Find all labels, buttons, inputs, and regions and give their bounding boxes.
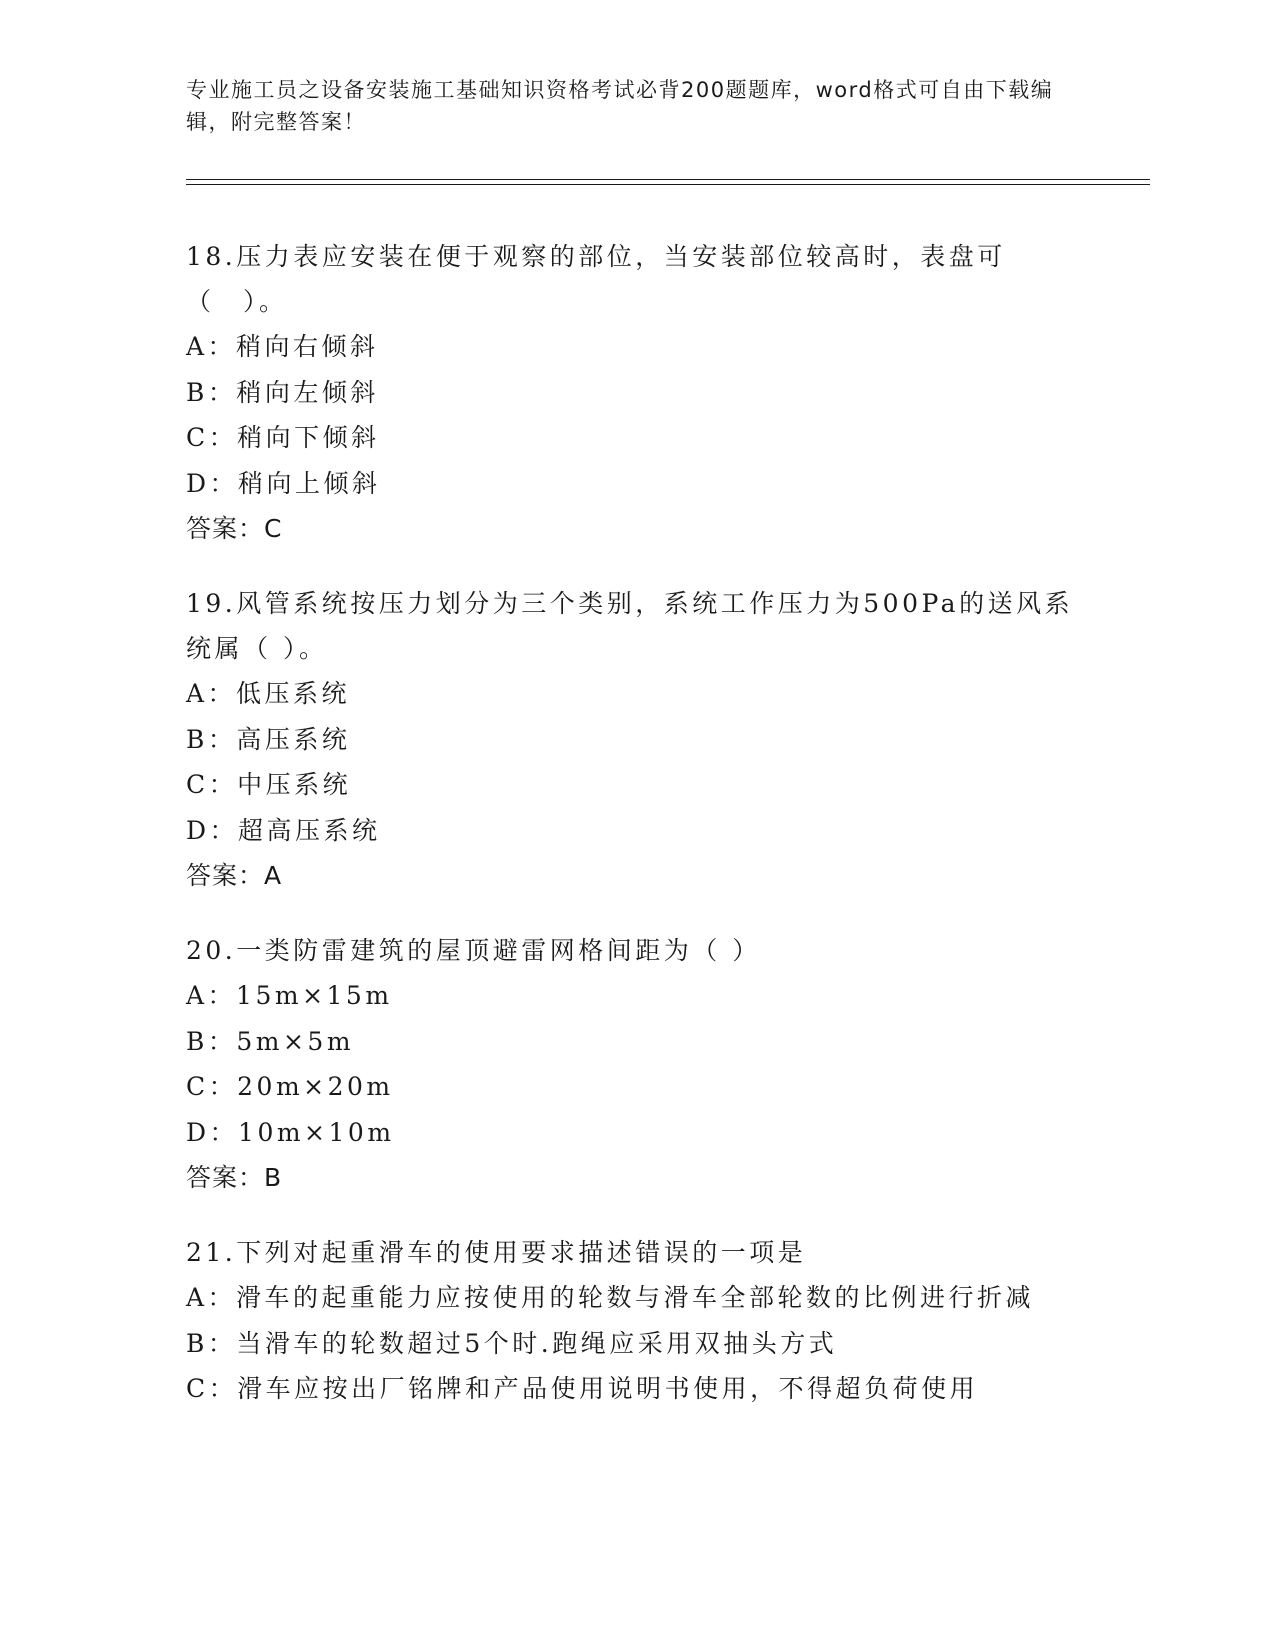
question-19 (186, 581, 1086, 899)
question-list (186, 234, 1086, 1441)
option-a: A：15m×15m (186, 981, 393, 1010)
header-divider-line (186, 179, 1150, 180)
option-d: D：10m×10m (186, 1117, 395, 1147)
option-b: B：稍向左倾斜 (186, 377, 379, 407)
question-text: 19.风管系统按压力划分为三个类别，系统工作压力为500Pa的送风系统属（ ）。 (186, 589, 1074, 663)
question-21 (186, 1230, 1086, 1412)
answer-line: 答案：C (186, 514, 283, 543)
option-a: A：稍向右倾斜 (186, 332, 379, 361)
option-d: D：稍向上倾斜 (186, 468, 381, 498)
answer-line: 答案：B (186, 1163, 283, 1192)
question-text: 18.压力表应安装在便于观察的部位，当安装部位较高时，表盘可（ ）。 (186, 242, 1006, 316)
option-a: A：低压系统 (186, 679, 351, 708)
question-18 (186, 234, 1086, 552)
option-c: C：稍向下倾斜 (186, 423, 380, 452)
option-a: A：滑车的起重能力应按使用的轮数与滑车全部轮数的比例进行折减 (186, 1283, 1035, 1312)
question-20 (186, 928, 1086, 1201)
question-text: 20.一类防雷建筑的屋顶避雷网格间距为（ ） (186, 936, 761, 965)
answer-line: 答案：A (186, 861, 283, 890)
option-c: C：滑车应按出厂铭牌和产品使用说明书使用，不得超负荷使用 (186, 1374, 979, 1403)
option-c: C：中压系统 (186, 770, 352, 799)
option-c: C：20m×20m (186, 1072, 394, 1101)
option-b: B：当滑车的轮数超过5个时.跑绳应采用双抽头方式 (186, 1328, 838, 1358)
option-b: B：5m×5m (186, 1026, 355, 1056)
header-divider-line (186, 184, 1150, 185)
option-b: B：高压系统 (186, 724, 351, 754)
document-header: 专业施工员之设备安装施工基础知识资格考试必背200题题库，word格式可自由下载编辑，附完整答案！ (186, 78, 1054, 134)
option-d: D：超高压系统 (186, 815, 381, 845)
question-text: 21.下列对起重滑车的使用要求描述错误的一项是 (186, 1238, 807, 1267)
